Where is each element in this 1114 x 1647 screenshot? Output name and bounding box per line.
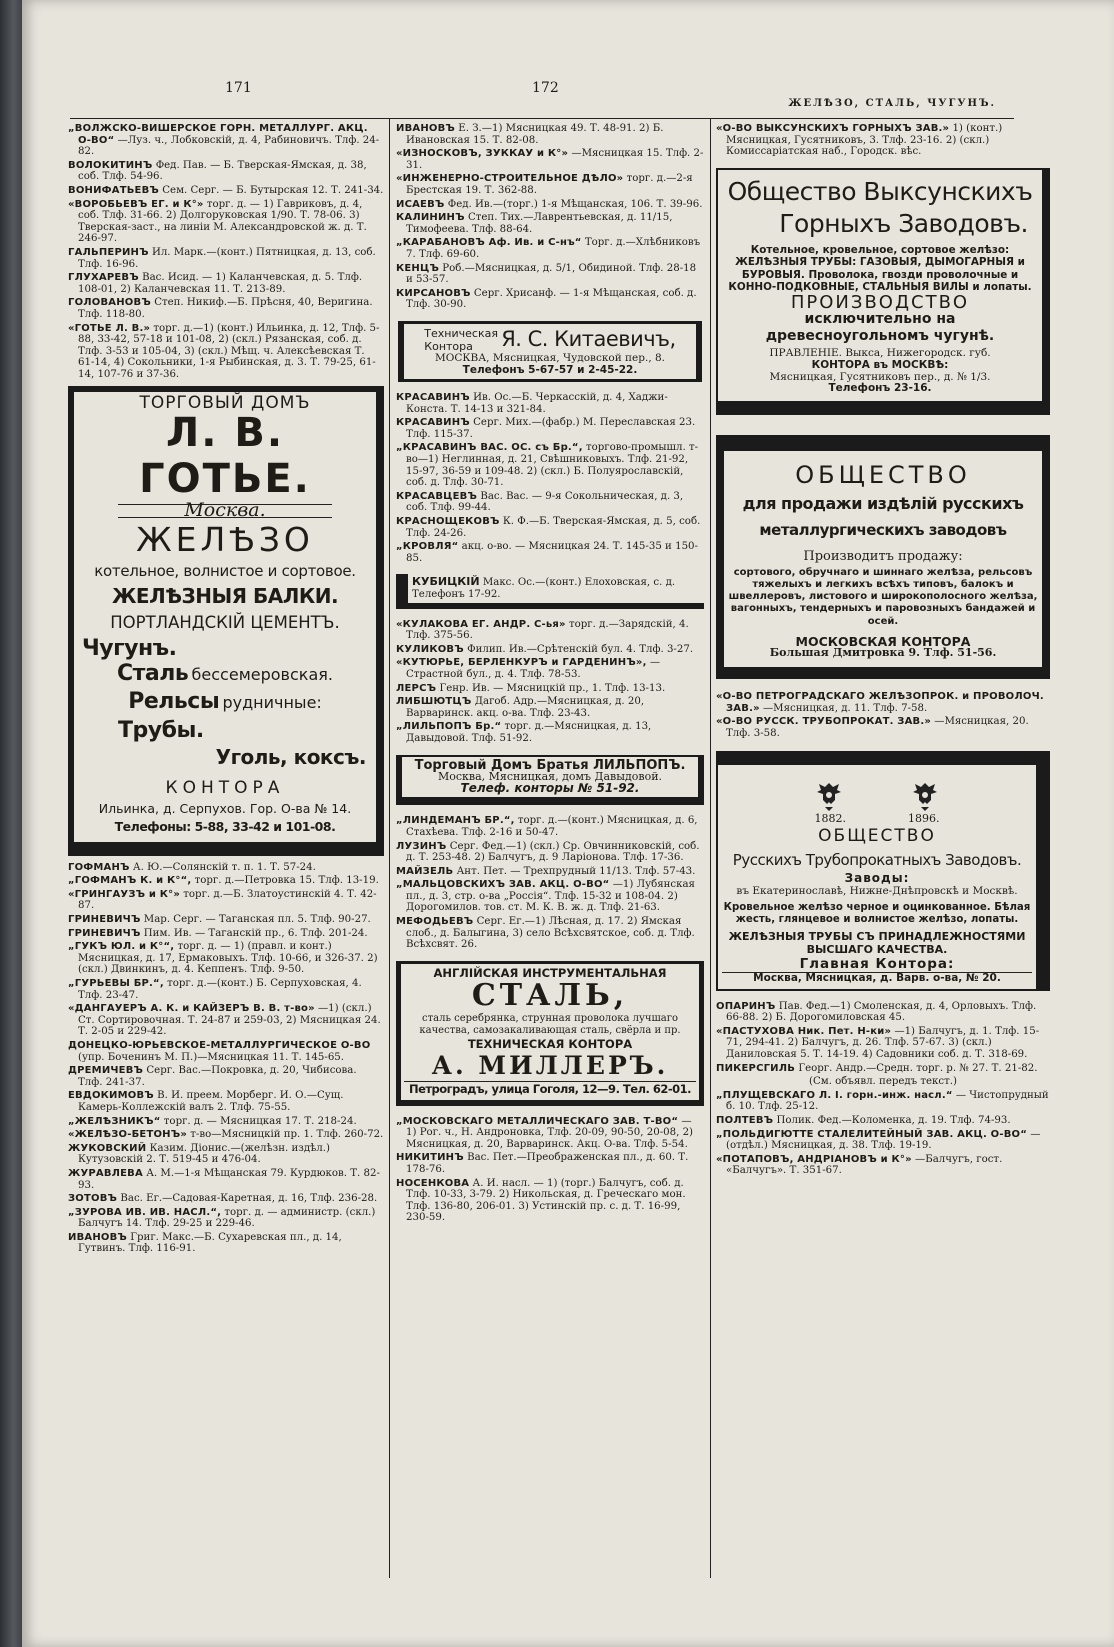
entries-list <box>68 123 384 380</box>
ad-kubitsky-text: Макс. Ос.—(конт.) Елоховская, с. д. Телефонъ 17-92. <box>412 577 676 600</box>
entry-text: Вас. Ег.—Садовая-Каретная, д. 16, Тлф. 236-28. <box>120 1193 378 1205</box>
entry-text: торг. д.—(конт.) Мясницкая, д. 6, Стахѣева. Тлф. 2-16 и 50-47. <box>406 815 698 838</box>
entry-text: торг. д.—2-я Брестская 19. Т. 362-88. <box>406 173 693 196</box>
directory-entry <box>716 1063 1050 1075</box>
directory-entry <box>716 1076 1050 1088</box>
entry-text: торг. д.—Зарядскій, 4. Тлф. 375-56. <box>406 618 689 642</box>
entries-list <box>716 1001 1050 1177</box>
ad-lilpop <box>396 755 704 806</box>
entry-text: Казим. Діонис.—(желѣзн. издѣл.) Кутузовскій 2. Т. 519-45 и 476-04. <box>78 1142 330 1166</box>
entry-name: МЕФОДЬЕВЪ <box>396 916 474 928</box>
ad-vyksa-l1: Общество Выксунскихъ <box>727 176 1033 206</box>
entry-name: „ЖЕЛѢЗНИКЪ“ <box>68 1115 161 1127</box>
entry-text: Серг. Хрисанф. — 1-я Мѣщанская, соб. д. Тлф. 30-90. <box>406 287 697 311</box>
entry-text: — Чистопрудный б. 10. Тлф. 25-12. <box>726 1089 1049 1113</box>
entry-name: ИВАНОВЪ <box>68 1231 128 1243</box>
ad-gotie-l5: котельное, волнистое и сортовое. <box>94 561 356 580</box>
ad-vyksa-l4: ПРОИЗВОДСТВО <box>790 291 970 313</box>
entry-name: „ПЛУЩЕВСКАГО Л. І. горн.-инж. насл.“ <box>716 1089 953 1101</box>
entry-text: акц. о-во. — Мясницкая 24. Т. 145-35 и 150-85. <box>406 541 698 564</box>
directory-entry <box>396 1116 704 1151</box>
directory-entry <box>68 1193 384 1205</box>
entry-name: „МОСКОВСКАГО МЕТАЛЛИЧЕСКАГО ЗАВ. Т-ВО“ <box>396 1115 679 1127</box>
entry-text: (упр. Боченинъ М. П.)—Мясницкая 11. Т. 145-65. <box>78 1051 345 1063</box>
entry-text: Вас. Вас. — 9-я Сокольническая, д. 3, соб. Тлф. 99-44. <box>406 490 684 514</box>
entry-name: ЕВДОКИМОВЪ <box>68 1090 154 1102</box>
ad-vyksa-l9: Телефонъ 23-16. <box>828 382 932 395</box>
ad-truby-l2: Русскихъ Трубопрокатныхъ Заводовъ. <box>732 850 1022 869</box>
entry-name: КРАСНОЩЕКОВЪ <box>396 516 500 528</box>
entry-name: ЛЕРСЪ <box>396 682 437 694</box>
entry-name: ПИКЕРСГИЛЬ <box>716 1062 796 1074</box>
entry-name: НИКИТИНЪ <box>396 1152 464 1164</box>
entry-text: —1) (скл.) Ст. Сортировочная. Т. 24-87 и 259-03, 2) Мясницкая 24. Т. 2-05 и 229-42. <box>78 1003 381 1038</box>
entry-text: Торг. д.—Хлѣбниковъ 7. Тлф. 69-60. <box>406 237 701 260</box>
directory-entry <box>396 263 704 286</box>
ad-kubitsky <box>396 574 704 608</box>
directory-entry <box>68 185 384 197</box>
entry-name: «О-ВО ВЫКСУНСКИХЪ ГОРНЫХЪ ЗАВ.» <box>716 123 950 134</box>
ad-gotie-l12: Уголь, коксъ. <box>215 744 366 769</box>
directory-entry <box>68 1003 384 1038</box>
entry-text: торг. д. — 1) (правл. и конт.) Мясницкая, д. 17, Ермаковыхъ. Тлф. 10-66, и 326-37. 2) (скл.) Двинкинъ, д. 4. Кеппенъ. Тлф. 9-50. <box>78 941 378 976</box>
double-eagle-icon <box>811 777 847 813</box>
entry-text: Филип. Ив.—Срѣтенскій бул. 4. Тлф. 3-27. <box>467 643 694 655</box>
entry-name: «КУТЮРЬЕ, БЕРЛЕНКУРЪ и ГАРДЕНИНЪ», <box>396 657 647 669</box>
entries-list <box>716 691 1050 739</box>
entry-name: ИСАЕВЪ <box>396 198 445 210</box>
entry-name: ГРИНЕВИЧЪ <box>68 927 141 939</box>
entry-name: ДРЕМИЧЕВЪ <box>68 1065 144 1077</box>
directory-entry <box>68 862 384 874</box>
directory-entry <box>396 491 704 514</box>
ad-kitaevich <box>398 321 702 382</box>
directory-entry <box>396 1152 704 1175</box>
ad-kitaevich-l3: Я. С. Китаевичъ, <box>501 327 676 352</box>
entry-name: „ГОФМАНЪ К. и К°“, <box>68 875 192 887</box>
entry-text: торг. д. — 1) Гавриковъ, д. 4, соб. Тлф. 31-66. 2) Долгоруковская 1/90. Т. 78-06. 3) Тверская-заст., на линіи М. Александровской ж. д. Т. 246-97. <box>78 198 367 245</box>
entry-text: торг. д.—Петровка 15. Тлф. 13-19. <box>194 875 379 887</box>
entry-name: „ГУКЪ ЮЛ. и К°“, <box>68 941 175 953</box>
directory-entry <box>716 1026 1050 1061</box>
entry-name: „КРАСАВИНЪ ВАС. ОС. съ Бр.“, <box>396 442 583 454</box>
entry-name: „КРОВЛЯ“ <box>396 541 459 553</box>
entry-name: «ГРИНГАУЗЪ и К°» <box>68 888 181 900</box>
ad-prodazha-l4: Производитъ продажу: <box>803 548 963 564</box>
entry-name: „МАЛЬЦОВСКИХЪ ЗАВ. АКЦ. О-ВО“ <box>396 879 610 891</box>
directory-entry <box>68 1040 384 1063</box>
entry-text: Серг. Ег.—1) Лѣсная, д. 17. 2) Ямская слоб., д. Балыгина, 3) село Всѣхсвятское, соб. д. Тлф. Всѣхсвят. 26. <box>406 916 695 951</box>
directory-entry <box>396 657 704 680</box>
ad-lilpop-l3: Телеф. конторы № 51-92. <box>460 780 640 795</box>
ad-kubitsky-name: КУБИЦКІЙ <box>412 575 480 589</box>
directory-entry <box>68 1168 384 1191</box>
ad-truby-year1: 1882. <box>814 812 846 826</box>
entry-text: Вас. Исид. — 1) Каланчевская, д. 5. Тлф. 108-01, 2) Каланчевская 11. Т. 213-89. <box>78 272 363 295</box>
entry-name: „ЛИНДЕМАНЪ БР.“, <box>396 815 515 827</box>
entry-name: «КУЛАКОВА ЕГ. АНДР. С-ья» <box>396 618 566 630</box>
entry-text: торг. д.—Б. Златоустинскій 4. Т. 42-87. <box>78 888 377 912</box>
ad-lilpop-l2: Москва, Мясницкая, домъ Давыдовой. <box>437 770 663 784</box>
entry-text: Ант. Пет. — Трехпрудный 11/13. Тлф. 57-43. <box>456 865 696 877</box>
entry-text: торг. д.—(конт.) Б. Серпуховская, 4. Тлф. 23-47. <box>78 978 362 1001</box>
entry-name: КЕНЦЪ <box>396 262 440 274</box>
directory-entry <box>396 696 704 719</box>
directory-entry <box>396 619 704 642</box>
directory-entry <box>396 1178 704 1224</box>
entry-text: Вас. Пет.—Преображенская пл., д. 60. Т. 178-76. <box>406 1152 689 1175</box>
entry-name: «ГОТЬЕ Л. В.» <box>68 322 151 334</box>
directory-page <box>22 0 1114 1647</box>
entry-text: Степ. Никиф.—Б. Прѣсня, 40, Веригина. Тлф. 118-80. <box>78 297 373 320</box>
directory-entry <box>68 123 384 158</box>
directory-entry <box>68 1065 384 1088</box>
entry-name: ЛИБШЮТЦЪ <box>396 696 472 708</box>
ad-gotie-l3: Москва. <box>118 504 332 518</box>
ad-vyksa-l5: исключительно на древесноугольномъ чугунѣ. <box>765 311 995 345</box>
ad-prodazha-l1: ОБЩЕСТВО <box>795 460 971 489</box>
entry-name: ГРИНЕВИЧЪ <box>68 914 141 926</box>
entry-name: „КАРАБАНОВЪ Аф. Ив. и С-нъ“ <box>396 237 582 249</box>
ad-prodazha-l3: металлургическихъ заводовъ <box>759 520 1007 539</box>
ad-truby-l7: Главная Контора: <box>799 955 955 972</box>
entry-text: Григ. Макс.—Б. Сухаревская пл., д. 14, Гутвинъ. Тлф. 116-91. <box>78 1231 342 1255</box>
page-number-left: 171 <box>225 80 252 96</box>
entry-name: „ЛИЛЬПОПЪ Бр.“ <box>396 721 502 733</box>
directory-entry <box>716 1129 1050 1152</box>
ad-prodazha <box>716 435 1050 679</box>
ad-kitaevich-l5: Телефонъ 5-67-57 и 2-45-22. <box>462 363 638 376</box>
entry-text: —Луз. ч., Лобковскій, д. 4, Рабиновичъ. Тлф. 24-82. <box>78 134 380 158</box>
entry-text: Степ. Тих.—Лаврентьевская, д. 11/15, Тимофеева. Тлф. 88-64. <box>406 212 673 235</box>
entry-text: Дагоб. Адр.—Мясницкая, д. 20, Варваринск. акц. о-ва. Тлф. 23-43. <box>406 696 645 719</box>
ad-vyksa-l6: ПРАВЛЕНІЕ. Выкса, Нижегородск. губ. <box>769 347 991 360</box>
directory-entry <box>68 914 384 926</box>
ad-gotie-l10: Рельсы рудничные: <box>128 688 322 714</box>
directory-entry <box>396 516 704 539</box>
ad-truby-l1: ОБЩЕСТВО <box>818 825 936 846</box>
ad-gotie-l7: ПОРТЛАНДСКІЙ ЦЕМЕНТЪ. <box>110 612 340 632</box>
entry-name: ГЛУХАРЕВЪ <box>68 272 139 284</box>
entries-list <box>396 619 704 745</box>
entry-name: ЗОТОВЪ <box>68 1193 118 1205</box>
entry-text: К. Ф.—Б. Тверская-Ямская, д. 5, соб. Тлф. 24-26. <box>406 516 701 539</box>
ad-kitaevich-l4: МОСКВА, Мясницкая, Чудовской пер., 8. <box>434 351 666 364</box>
entry-name: «ПОТАПОВЪ, АНДРІАНОВЪ и К°» <box>716 1153 912 1165</box>
ad-miller-l6: Петроградъ, улица Гоголя, 12—9. Тел. 62-01. <box>404 1081 696 1096</box>
ad-gotie-l6: ЖЕЛѢЗНЫЯ БАЛКИ. <box>111 583 339 608</box>
header-rule <box>70 118 1014 119</box>
ad-kitaevich-l2: Контора <box>424 339 473 353</box>
ad-gotie-l2: Л. В. ГОТЬЕ. <box>139 410 311 503</box>
ad-truby-l8: Москва, Мясницкая, д. Варв. о-ва, № 20. <box>722 972 1032 985</box>
entries-list <box>396 123 704 311</box>
entry-name: ВОЛОКИТИНЪ <box>68 159 153 171</box>
entry-name: КУЛИКОВЪ <box>396 643 464 655</box>
entry-name: ЖУКОВСКИЙ <box>68 1142 147 1154</box>
directory-entry <box>396 199 704 211</box>
entries-list <box>716 123 1050 158</box>
entry-name: «ЖЕЛѢЗО-БЕТОНЪ» <box>68 1129 187 1141</box>
entry-name: «ПАСТУХОВА Ник. Пет. Н-ки» <box>716 1025 892 1037</box>
entry-text: —(отдѣл.) Мясницкая, д. 38. Тлф. 19-19. <box>726 1128 1041 1152</box>
directory-entry <box>396 866 704 878</box>
entry-text: Георг. Андр.—Средн. торг. р. № 27. Т. 21-82. <box>798 1062 1038 1074</box>
directory-entry <box>716 1001 1050 1024</box>
column-1 <box>68 123 384 1257</box>
directory-entry <box>396 815 704 838</box>
entry-name: „ГУРЬЕВЫ БР.“, <box>68 978 164 989</box>
entry-text: А. И. насл. — 1) (торг.) Балчугъ, соб. д. Тлф. 10-33, 3-79. 2) Никольская, д. Греческаго мон. Тлф. 136-80, 206-01. 3) Устинскій пр. с. д. Т. 16-99, 230-59. <box>406 1177 686 1224</box>
entry-text: А. М.—1-я Мѣщанская 79. Курдюков. Т. 82-93. <box>78 1167 380 1191</box>
ad-kitaevich-l1: Техническая <box>424 326 498 340</box>
directory-entry <box>68 323 384 381</box>
column-2 <box>396 123 704 1226</box>
entry-text: Сем. Серг. — Б. Бутырская 12. Т. 241-34. <box>162 184 384 196</box>
entry-name: «ВОРОБЬЕВЪ ЕГ. и К°» <box>68 198 204 210</box>
entry-text: —1) Балчугъ, д. 1. Тлф. 15-71, 294-41. 2) Балчугъ, д. 26. Тлф. 57-67. 3) (скл.) Даниловская 5. Т. 14-19. 4) Садовники соб. д. Т. 318-69. <box>726 1025 1040 1061</box>
ad-gotie-l13: КОНТОРА <box>165 777 285 798</box>
entry-name: ОПАРИНЪ <box>716 1000 776 1012</box>
entry-text: торг. д.—Мясницкая, д. 13, Давыдовой. Тлф. 51-92. <box>406 721 652 744</box>
directory-entry <box>396 879 704 914</box>
entry-name: «ИЗНОСКОВЪ, ЗУККАУ и К°» <box>396 148 569 160</box>
directory-entry <box>396 721 704 744</box>
entry-name: ГОЛОВАНОВЪ <box>68 297 151 309</box>
directory-entry <box>716 691 1050 714</box>
directory-entry <box>68 272 384 295</box>
entry-text: Роб.—Мясницкая, д. 5/1, Обидиной. Тлф. 28-18 и 53-57. <box>406 262 697 286</box>
entry-text: Серг. Мих.—(фабр.) М. Переславская 23. Тлф. 115-37. <box>406 417 696 440</box>
entry-text: торг. д. — Мясницкая 17. Т. 218-24. <box>163 1115 357 1127</box>
directory-entry <box>68 1116 384 1128</box>
entry-text: —Балчугъ, гост. «Балчугъ». Т. 351-67. <box>726 1153 1003 1177</box>
directory-entry <box>68 978 384 1001</box>
directory-entry <box>396 237 704 260</box>
entry-name: «ДАНГАУЕРЪ А. К. и КАЙЗЕРЪ В. В. т-во» <box>68 1003 315 1015</box>
directory-entry <box>716 1154 1050 1177</box>
ad-vyksa-l7: КОНТОРА въ МОСКВѢ: <box>811 358 949 371</box>
directory-entry <box>68 1129 384 1141</box>
ad-prodazha-l7: Большая Дмитровка 9. Тлф. 51-56. <box>769 646 997 660</box>
directory-entry <box>68 875 384 887</box>
entry-text: Генр. Ив. — Мясницкій пр., 1. Тлф. 13-13. <box>439 682 666 694</box>
column-3 <box>716 123 1050 1179</box>
entry-text: Ив. Ос.—Б. Черкасскій, д. 4, Хаджи-Конста. Т. 14-13 и 321-84. <box>406 392 668 415</box>
entry-name: „ЗУРОВА ИВ. ИВ. НАСЛ.“, <box>68 1206 222 1218</box>
directory-entry <box>68 160 384 183</box>
entry-text: Полик. Фед.—Коломенка, д. 19. Тлф. 74-93. <box>776 1115 1011 1127</box>
directory-entry <box>396 288 704 311</box>
ad-miller-l1: АНГЛІЙСКАЯ ИНСТРУМЕНТАЛЬНАЯ <box>433 965 667 980</box>
entries-list <box>396 1116 704 1224</box>
entry-name: ВОНИФАТЬЕВЪ <box>68 184 160 196</box>
entry-name: ГАЛЬПЕРИНЪ <box>68 246 149 258</box>
directory-entry <box>716 1115 1050 1127</box>
entry-name: ДОНЕЦКО-ЮРЬЕВСКОЕ-МЕТАЛЛУРГИЧЕСКОЕ О-ВО <box>68 1039 371 1051</box>
entry-name: НОСЕНКОВА <box>396 1177 470 1189</box>
entry-text: Серг. Фед.—1) (скл.) Ср. Овчинниковскій, соб. д. Т. 253-48. 2) Балчугъ, д. 9 Ларіонова. Тлф. 17-36. <box>406 840 700 864</box>
entry-text: — 1) Рог. ч., Н. Андроновка, Тлф. 20-09, 90-50, 20-08, 2) Мясницкая, д. 20, Варваринск. Акц. О-ва. Тлф. 5-54. <box>406 1115 694 1150</box>
entry-text: Фед. Пав. — Б. Тверская-Ямская, д. 38, соб. Тлф. 54-96. <box>78 159 367 183</box>
directory-entry <box>716 123 1050 158</box>
directory-entry <box>716 1090 1050 1113</box>
entry-text: Мар. Серг. — Таганская пл. 5. Тлф. 90-27. <box>143 914 371 926</box>
ad-truby-l6: ЖЕЛѢЗНЫЯ ТРУБЫ СЪ ПРИНАДЛЕЖНОСТЯМИ ВЫСШАГО КАЧЕСТВА. <box>728 929 1026 956</box>
ad-lilpop-l1: Торговый Домъ Братья ЛИЛЬПОПЪ. <box>414 757 686 773</box>
entry-name: ЛУЗИНЪ <box>396 840 447 852</box>
entry-name: «ИНЖЕНЕРНО-СТРОИТЕЛЬНОЕ ДѢЛО» <box>396 173 624 185</box>
directory-entry <box>396 442 704 488</box>
directory-entry <box>716 716 1050 739</box>
ad-gotie-l8: Чугунъ. <box>82 635 177 661</box>
entry-text: Пав. Фед.—1) Смоленская, д. 4, Орловыхъ. Тлф. 66-88. 2) Б. Дорогомиловская 45. <box>726 1000 1037 1024</box>
entry-name: ПОЛТЕВЪ <box>716 1115 774 1127</box>
entry-text: —Страстной бул., д. 4. Тлф. 78-53. <box>406 657 661 680</box>
entry-name: КРАСАВЦЕВЪ <box>396 490 478 502</box>
ad-gotie-l9: Сталь бессемеровская. <box>117 660 333 686</box>
column-divider-2 <box>710 118 711 1578</box>
entry-text: Е. З.—1) Мясницкая 49. Т. 48-91. 2) Б. Ивановская 15. Т. 82-08. <box>406 123 664 146</box>
running-head: ЖЕЛѢЗО, СТАЛЬ, ЧУГУНЪ. <box>788 98 996 109</box>
ad-miller-l5: А. МИЛЛЕРЪ. <box>431 1051 669 1081</box>
ad-prodazha-l2: для продажи издѣлій русскихъ <box>742 493 1024 513</box>
ad-gotie-l1: ТОРГОВЫЙ ДОМЪ <box>139 393 311 414</box>
directory-entry <box>68 199 384 245</box>
directory-entry <box>68 941 384 976</box>
entry-name: КАЛИНИНЪ <box>396 212 465 224</box>
ad-miller-l4: ТЕХНИЧЕСКАЯ КОНТОРА <box>467 1037 633 1052</box>
directory-entry <box>68 1232 384 1255</box>
ad-miller-l2: СТАЛЬ, <box>471 978 629 1014</box>
entry-text: Пим. Ив. — Таганскій пр., 6. Тлф. 201-24. <box>143 927 368 939</box>
page-number-middle: 172 <box>532 80 559 96</box>
directory-entry <box>68 1143 384 1166</box>
directory-entry <box>396 417 704 440</box>
directory-entry <box>68 1207 384 1230</box>
directory-entry <box>396 683 704 695</box>
directory-entry <box>396 212 704 235</box>
entry-text: Серг. Вас.—Покровка, д. 20, Чибисова. Тлф. 241-37. <box>78 1065 357 1088</box>
book-binding <box>0 0 22 1647</box>
entry-text: Ил. Марк.—(конт.) Пятницкая, д. 13, соб. Тлф. 16-96. <box>78 246 376 270</box>
directory-entry <box>68 889 384 912</box>
directory-entry <box>68 297 384 320</box>
ad-vyksa-l8: Мясницкая, Гусятниковъ пер., д. № 1/3. <box>769 370 991 383</box>
ad-truby-l5: Кровельное желѣзо черное и оцинкованное. Бѣлая жесть, глянцевое и волнистое желѣзо, лопаты. <box>723 901 1031 925</box>
column-divider-1 <box>389 118 390 1578</box>
directory-entry <box>396 841 704 864</box>
entry-text: торг. д. — администр. (скл.) Балчугъ 14. Тлф. 29-25 и 229-46. <box>78 1206 376 1230</box>
ad-vyksa-l2: Горныхъ Заводовъ. <box>779 208 1028 238</box>
entry-name: «О-ВО РУССК. ТРУБОПРОКАТ. ЗАВ.» <box>716 716 932 728</box>
entry-text: торгово-промышл. т-во—1) Неглинная, д. 21, Свѣшниковыхъ. Тлф. 21-92, 15-97, 36-59 и 109-48. 2) (скл.) Б. Полуярославскій, соб. д. Тлф. 30-71. <box>406 442 699 489</box>
ad-vyksa <box>716 168 1050 415</box>
ad-gotie-l15: Телефоны: 5-88, 33-42 и 101-08. <box>114 818 336 834</box>
entry-text: А. Ю.—Солянскій т. п. 1. Т. 57-24. <box>132 861 316 873</box>
ad-miller <box>396 961 704 1106</box>
directory-entry <box>68 247 384 270</box>
entry-name: „ВОЛЖСКО-ВИШЕРСКОЕ ГОРН. МЕТАЛЛУРГ. АКЦ. О-ВО“ <box>68 123 368 146</box>
entry-name: ГОФМАНЪ <box>68 861 130 873</box>
ad-vyksa-l3: Котельное, кровельное, сортовое желѣзо: ЖЕЛѢЗНЫЯ ТРУБЫ: ГАЗОВЫЯ, ДЫМОГАРНЫЯ и БУРОВЫЯ. Проволока, гвозди проволочные и КОННО-ПОДКОВНЫЕ, СТАЛЬНЫЯ ВИЛЫ и лопаты. <box>728 243 1032 294</box>
entry-name: КРАСАВИНЪ <box>396 392 470 404</box>
entry-name: ИВАНОВЪ <box>396 123 456 134</box>
directory-entry <box>396 173 704 196</box>
directory-entry <box>68 1090 384 1113</box>
entry-text: —1) Лубянская пл., д. 3, стр. о-ва „Россія“. Тлф. 15-32 и 108-04. 2) Дорогомилов. тов. ст. М. К. В. ж. д. Тлф. 21-63. <box>406 879 695 914</box>
entry-text: Фед. Ив.—(торг.) 1-я Мѣщанская, 106. Т. 39-96. <box>447 198 703 210</box>
entry-text: —Мясницкая 15. Тлф. 2-31. <box>406 148 704 171</box>
ad-gotie <box>68 386 384 855</box>
entries-list <box>396 392 704 564</box>
entry-name: «О-ВО ПЕТРОГРАДСКАГО ЖЕЛѢЗОПРОК. и ПРОВОЛОЧ. ЗАВ.» <box>716 690 1044 714</box>
ad-truby-l3: Заводы: <box>844 870 910 885</box>
directory-entry <box>396 148 704 171</box>
entry-text: —Мясницкая, д. 11. Тлф. 7-58. <box>762 702 928 714</box>
ad-truby-l4: въ Екатеринославѣ, Нижне-Днѣпровскѣ и Москвѣ. <box>736 884 1018 897</box>
entry-text: т-во—Мясницкій пр. 1. Тлф. 260-72. <box>190 1129 384 1141</box>
ad-gotie-l4: ЖЕЛѢЗО <box>136 519 314 559</box>
entry-text: (См. объявл. передъ текст.) <box>809 1076 957 1088</box>
directory-entry <box>396 644 704 656</box>
entries-list <box>396 815 704 951</box>
entry-text: торг. д.—1) (конт.) Ильинка, д. 12, Тлф. 5-88, 33-42, 57-18 и 101-08, 2) (скл.) Рязанская, соб. д. Тлф. 3-53 и 105-04, 3) (скл.) Мѣщ. ч. Алексѣевская Т. 61-14, 4) Сокольники, 1-я Рыбинская, д. 3. Т. 79-25, 61-14, 107-76 и 37-36. <box>78 322 380 380</box>
entry-name: КРАСАВИНЪ <box>396 417 470 429</box>
entry-name: ЖУРАВЛЕВА <box>68 1167 143 1179</box>
double-eagle-icon <box>907 777 943 813</box>
ad-miller-l3: сталь серебрянка, струнная проволока лучшаго качества, самозакаливающая сталь, свёрла и пр. <box>419 1013 681 1037</box>
entries-list <box>68 862 384 1255</box>
directory-entry <box>396 541 704 564</box>
directory-entry <box>396 916 704 951</box>
entry-name: МАЙЗЕЛЬ <box>396 865 454 877</box>
entry-text: 1) (конт.) Мясницкая, Гусятниковъ, 3. Тлф. 23-16. 2) (скл.) Комиссаріатская наб., Городск. вѣс. <box>726 123 1003 158</box>
ad-gotie-l14: Ильинка, д. Серпухов. Гор. О-ва № 14. <box>98 800 352 816</box>
ad-prodazha-l5: сортового, обручнаго и шиннаго желѣза, рельсовъ тяжелыхъ и легкихъ всѣхъ типовъ, балокъ и швеллеровъ, листового и широкополосного желѣза, вагонныхъ, тендерныхъ и паровозныхъ бандажей и осей. <box>728 566 1038 627</box>
ad-gotie-l11: Трубы. <box>118 717 204 743</box>
directory-entry <box>396 123 704 146</box>
directory-entry <box>396 392 704 415</box>
ad-truby-year2: 1896. <box>908 812 940 826</box>
ad-prodazha-l6: МОСКОВСКАЯ КОНТОРА <box>795 633 971 649</box>
entry-name: „ПОЛЬДИГЮТТЕ СТАЛЕЛИТЕЙНЫЙ ЗАВ. АКЦ. О-ВО“ <box>716 1128 1027 1140</box>
directory-entry <box>68 928 384 940</box>
entry-text: —Мясницкая, 20. Тлф. 3-58. <box>726 716 1029 739</box>
entry-text: В. И. преем. Морберг. И. О.—Сущ. Камерь-Коллежскій валъ 2. Тлф. 75-55. <box>78 1090 344 1113</box>
entry-name: КИРСАНОВЪ <box>396 287 471 299</box>
ad-truby <box>716 751 1050 990</box>
